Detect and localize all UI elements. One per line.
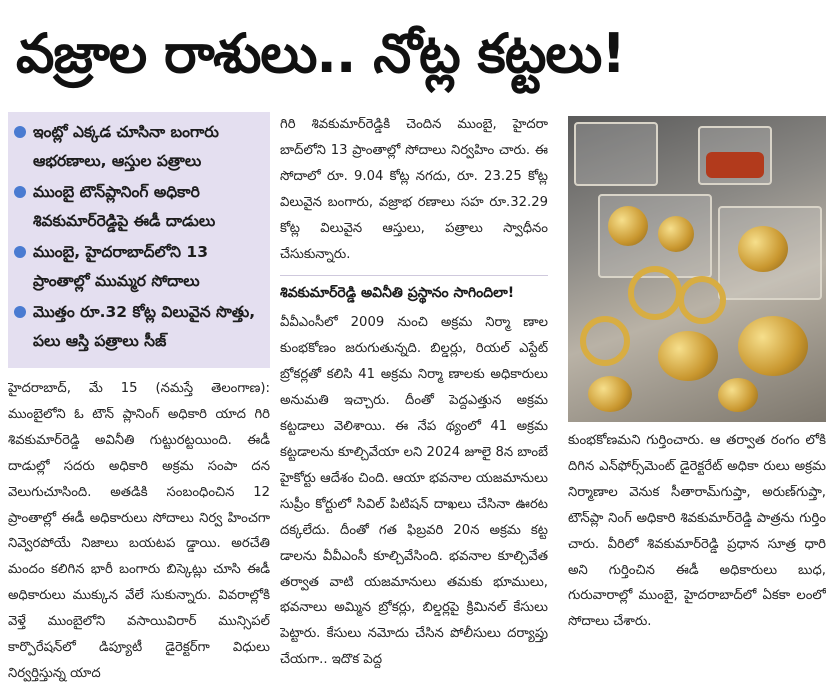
highlight-item: ఇంట్లో ఎక్కడ చూసినా బంగారు ఆభరణాలు, ఆస్తుల పత్రాలు [14, 118, 264, 176]
right-column [568, 428, 826, 635]
red-bangles-shape [706, 152, 764, 178]
highlight-item: ముంబై టౌన్‌ప్లానింగ్ అధికారి శివకుమార్‌రెడ్డిపై ఈడీ దాడులు [14, 178, 264, 236]
left-column [8, 112, 270, 687]
bangle-shape [580, 316, 630, 366]
bullet-dot-icon [14, 126, 26, 138]
gold-piece-shape [738, 226, 788, 272]
bangle-shape [678, 276, 726, 324]
bullet-dot-icon [14, 306, 26, 318]
highlight-item: ముంబై, హైదరాబాద్‌లోని 13 ప్రాంతాల్లో ముమ్మర సోదాలు [14, 238, 264, 296]
tray-shape [574, 122, 658, 186]
bullet-dot-icon [14, 186, 26, 198]
bangle-shape [628, 266, 682, 320]
highlight-item: మొత్తం రూ.32 కోట్ల విలువైన సొత్తు, పలు ఆస్తి పత్రాలు సీజ్ [14, 298, 264, 356]
seized-jewellery-photo [568, 116, 826, 422]
gold-piece-shape [658, 216, 694, 252]
gold-piece-shape [608, 206, 648, 246]
article-body-right: కుంభకోణమని గుర్తించారు. ఆ తర్వాత రంగం లోకి దిగిన ఎన్‌ఫోర్స్‌మెంట్ డైరెక్టరేట్ అధికా రులు అక్రమ నిర్మాణాల వెనుక సీతారామ్‌గుప్తా, అరుణ్‌గుప్తా, టౌన్‌ప్లా నింగ్ అధికారి శివకుమార్‌రెడ్డి పాత్రను గుర్తిం చారు. వీరిలో శివకుమార్‌రెడ్డి ప్రధాన సూత్ర ధారి అని గుర్తించిన ఈడీ అధికారులు బుధ, గురువారాల్లో ముంబై, హైదరాబాద్‌లో ఏకకా లంలో సోదాలు చేశారు. [568, 433, 826, 630]
gold-piece-shape [588, 376, 632, 412]
gold-piece-shape [658, 331, 718, 381]
article-body-mid-2: వీవీఎంసీలో 2009 నుంచి అక్రమ నిర్మా ణాల కుంభకోణం జరుగుతున్నది. బిల్డర్లు, రియల్ ఎస్టేట్ బ్రోకర్లతో కలిసి 41 అక్రమ నిర్మా ణాలకు అధికారులు అనుమతి ఇచ్చారు. దీంతో పెద్దఎత్తున అక్రమ కట్టడాలు వెలిశాయి. ఈ నేప థ్యంలో 41 అక్రమ కట్టడాలను కూల్చివేయా లని 2024 జూలై 8న బాంబే హైకోర్టు ఆదేశం చింది. ఆయా భవనాల యజమానులు సుప్రీం కోర్టులో సివిల్ పిటిషన్ దాఖలు చేసినా ఊరట దక్కలేదు. దీంతో గత ఫిబ్రవరి 20న అక్రమ కట్ట డాలను వీవీఎంసీ కూల్చివేసింది. భవనాల కూల్చివేత తర్వాత వాటి యజమానులు తమకు భూములు, భవనాలు అమ్మిన బ్రోకర్లు, బిల్డర్లపై క్రిమినల్ కేసులు పెట్టారు. కేసులు నమోదు చేసిన పోలీసులు దర్యాప్తు చేయగా.. ఇదొక పెద్ద [280, 315, 548, 668]
article-body-left: హైదరాబాద్, మే 15 (నమస్తే తెలంగాణ): ముంబైలోని ఓ టౌన్ ప్లానింగ్ అధికారి యాద గిరి శివకుమార్‌రెడ్డి అవినీతి గుట్టురట్టయింది. ఈడీ దాడుల్లో సదరు అధికారి అక్రమ సంపా దన వెలుగుచూసింది. అతడికి సంబంధించిన 12 ప్రాంతాల్లో ఈడీ అధికారులు సోదాలు నిర్వ హించగా నివ్వెరపోయే నిజాలు బయటప డ్డాయి. అరచేతి మందం కలిగిన భారీ బంగారు బిస్కెట్లు చూసి ఈడీ అధికారులు ముక్కున వేలే సుకున్నారు. వివరాల్లోకి వెళ్తే ముంబైలోని వసాయివిరార్ మున్సిపల్ కార్పొరేషన్‌లో డిప్యూటీ డైరెక్టర్‌గా విధులు నిర్వర్తిస్తున్న యాద [8, 381, 270, 681]
bullet-dot-icon [14, 246, 26, 258]
section-subhead: శివకుమార్‌రెడ్డి అవినీతి ప్రస్థానం సాగిందిలా! [280, 275, 548, 306]
article-body-mid-1: గిరి శివకుమార్‌రెడ్డికి చెందిన ముంబై, హైదరా బాద్‌లోని 13 ప్రాంతాల్లో సోదాలు నిర్వహిం చారు. ఈ సోదాలో రూ. 9.04 కోట్ల నగదు, రూ. 23.25 కోట్ల విలువైన బంగారు, వజ్రాభ రణాలు సహ రూ.32.29 కోట్ల విలువైన ఆస్తులు, పత్రాలు స్వాధీనం చేసుకున్నారు. [280, 117, 548, 262]
middle-column [280, 112, 548, 673]
highlights-box [8, 112, 270, 368]
page-headline: వజ్రాల రాశులు.. నోట్ల కట్టలు! [16, 22, 625, 85]
gold-piece-shape [738, 316, 808, 376]
gold-piece-shape [718, 378, 758, 412]
